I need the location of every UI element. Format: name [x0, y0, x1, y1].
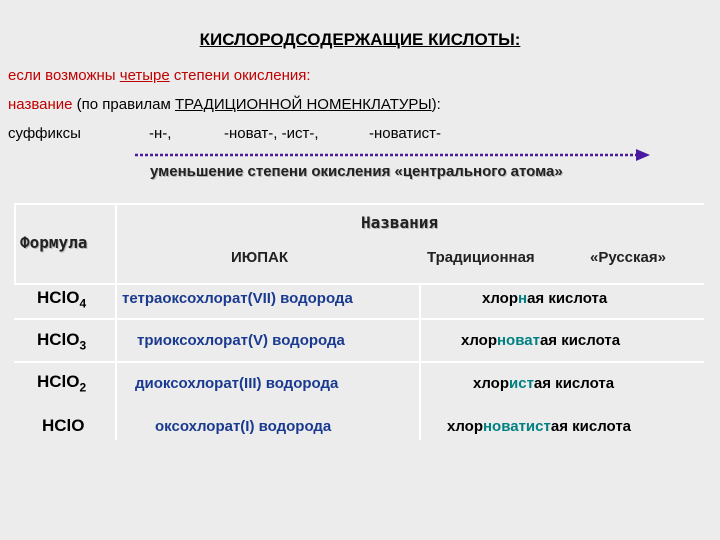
formula-hclo3: HClO$_3$: [37, 330, 87, 353]
suffixes-label: суффиксы: [8, 125, 81, 142]
suffix-novat-ist: -новат-, -ист-,: [224, 125, 319, 142]
suffix-n: -н-,: [149, 125, 172, 142]
decrease-arrow-icon: [133, 148, 653, 162]
header-traditional: Традиционная: [427, 249, 535, 266]
arrow-caption: уменьшение степени окисления «центрального атома»: [150, 163, 563, 180]
formula-hclo4: HClO$_4$: [37, 288, 87, 311]
page-title: КИСЛОРОДСОДЕРЖАЩИЕ КИСЛОТЫ:: [199, 30, 521, 49]
four-highlight: четыре: [119, 67, 170, 84]
traditional-name: хлористая кислота: [473, 375, 615, 392]
header-formula: Формула: [20, 233, 88, 252]
header-russian: «Русская»: [590, 249, 666, 266]
formula-hclo: HClO: [42, 416, 85, 435]
oxidation-states-note: если возможны четыре степени окисления:: [8, 67, 311, 84]
iupac-name: диоксохлорат(III) водорода: [135, 375, 339, 392]
iupac-name: оксохлорат(I) водорода: [155, 418, 332, 435]
traditional-name: хлорноватая кислота: [461, 332, 621, 349]
header-names: Названия: [361, 213, 439, 232]
header-iupac: ИЮПАК: [231, 249, 289, 266]
traditional-name: хлорная кислота: [482, 290, 608, 307]
iupac-name: триоксохлорат(V) водорода: [137, 332, 345, 349]
suffix-novatist: -новатист-: [369, 125, 442, 142]
traditional-name: хлорноватистая кислота: [447, 418, 632, 435]
formula-hclo2: HClO$_2$: [37, 372, 87, 395]
iupac-name: тетраоксохлорат(VII) водорода: [122, 290, 353, 307]
acids-table: [14, 203, 704, 440]
nomenclature-rule: ТРАДИЦИОННОЙ НОМЕНКЛАТУРЫ: [175, 96, 432, 113]
naming-rule-note: название (по правилам ТРАДИЦИОННОЙ НОМЕНКЛАТУРЫ):: [8, 96, 441, 113]
